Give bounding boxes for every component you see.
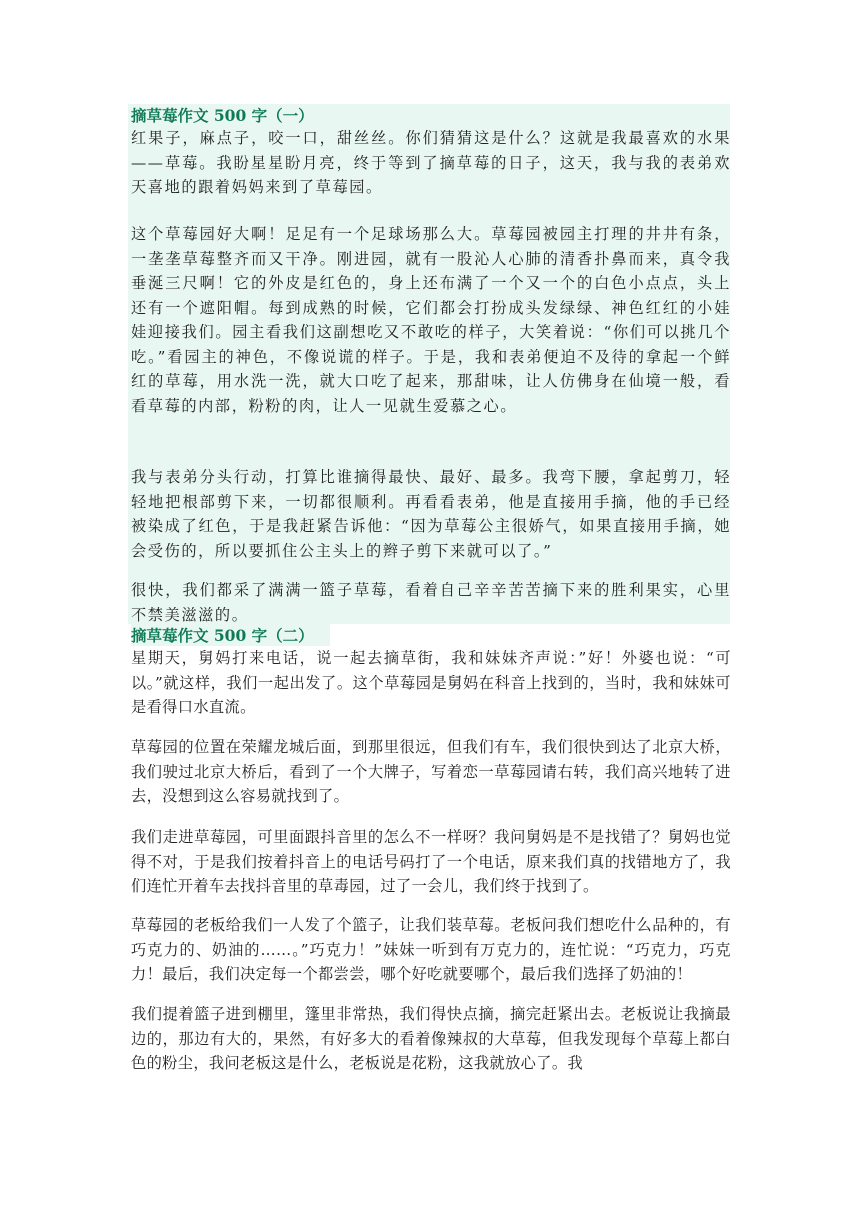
section-one-paragraph-4: 很快，我们都采了满满一篮子草莓，看着自己辛辛苦苦摘下来的胜利果实，心里不禁美滋滋的。 <box>131 581 731 624</box>
section-one-paragraph-3: 我与表弟分头行动，打算比谁摘得最快、最好、最多。我弯下腰，拿起剪刀，轻轻地把根部剪下来，一切都很顺利。再看看表弟，他是直接用手摘，他的手已经被染成了红色，于是我赶紧告诉他：“因为草莓公主很娇气，如果直接用手摘，她会受伤的，所以要抓住公主头上的辫子剪下来就可以了。” <box>131 468 731 560</box>
section-two-paragraph-3: 我们走进草莓园，可里面跟抖音里的怎么不一样呀？我问舅妈是不是找错了？舅妈也觉得不对，于是我们按着抖音上的电话号码打了一个电话，原来我们真的找错地方了，我们连忙开着车去找抖音里的草毒园，过了一会儿，我们终于找到了。 <box>131 828 731 895</box>
section-two-paragraph-4: 草莓园的老板给我们一人发了个篮子，让我们装草莓。老板问我们想吃什么品种的，有巧克力的、奶油的……。”巧克力！”妹妹一听到有万克力的，连忙说：“巧克力，巧克力！最后，我们决定每一个都尝尝，哪个好吃就要哪个，最后我们选择了奶油的！ <box>131 916 731 983</box>
section-one-paragraph-2: 这个草莓园好大啊！足足有一个足球场那么大。草莓园被园主打理的井井有条，一垄垄草莓整齐而又干净。刚进园，就有一股沁人心肺的清香扑鼻而来，真令我垂涎三尺啊！它的外皮是红色的，身上还布满了一个又一个的白色小点点，头上还有一个遮阳帽。每到成熟的时候，它们都会打扮成头发绿绿、神色红红的小娃娃迎接我们。园主看我们这副想吃又不敢吃的样子，大笑着说：“你们可以挑几个吃。”看园主的神色，不像说谎的样子。于是，我和表弟便迫不及待的拿起一个鲜红的草莓，用水洗一洗，就大口吃了起来，那甜味，让人仿佛身在仙境一般，看看草莓的内部，粉粉的肉，让人一见就生爱慕之心。 <box>131 225 731 415</box>
section-two-paragraph-2: 草莓园的位置在荣耀龙城后面，到那里很远，但我们有车，我们很快到达了北京大桥，我们驶过北京大桥后，看到了一个大牌子，写着恋一草莓园请右转，我们高兴地转了进去，没想到这么容易就找到了。 <box>131 738 731 805</box>
section-one-heading: 摘草莓作文 500 字（一） <box>131 106 314 125</box>
section-two-heading: 摘草莓作文 500 字（二） <box>131 624 330 646</box>
section-one-paragraph-1: 红果子，麻点子，咬一口，甜丝丝。你们猜猜这是什么？这就是我最喜欢的水果——草莓。我盼星星盼月亮，终于等到了摘草莓的日子，这天，我与我的表弟欢天喜地的跟着妈妈来到了草莓园。 <box>131 129 731 196</box>
section-two-paragraph-1: 星期天，舅妈打来电话，说一起去摘草街，我和妹妹齐声说：”好！外婆也说：“可以。”就这样，我们一起出发了。这个草莓园是舅妈在科音上找到的，当时，我和妹妹可是看得口水直流。 <box>131 649 731 716</box>
section-two-paragraph-5: 我们提着篮子进到棚里，篷里非常热，我们得快点摘，摘完赶紧出去。老板说让我摘最边的，那边有大的，果然，有好多大的看着像辣叔的大草莓，但我发现每个草莓上都白色的粉尘，我问老板这是什么，老板说是花粉，这我就放心了。我 <box>131 1005 731 1072</box>
